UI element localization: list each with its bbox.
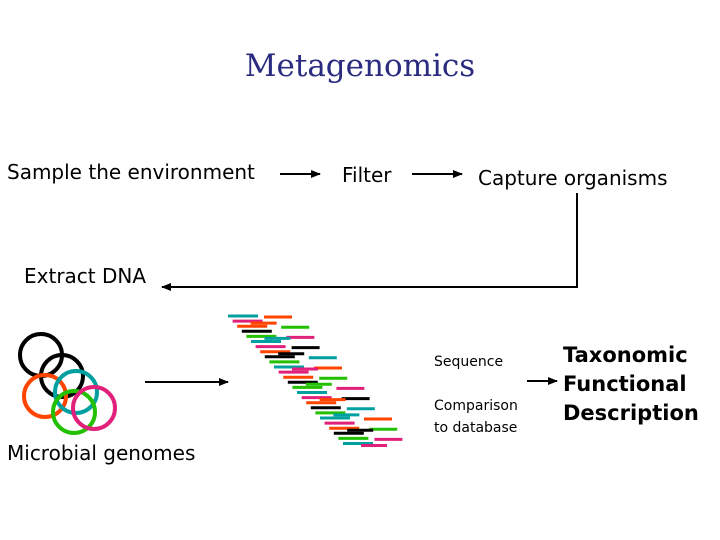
outcome-description: Description xyxy=(563,401,699,425)
sequence-label: Sequence xyxy=(434,354,504,370)
outcome-functional: Functional xyxy=(563,372,687,396)
microbial-genomes-label: Microbial genomes xyxy=(7,441,196,465)
step-sample-environment: Sample the environment xyxy=(7,160,255,184)
step-capture-organisms: Capture organisms xyxy=(478,166,668,190)
sequence-fragments xyxy=(228,316,402,446)
step-filter: Filter xyxy=(342,163,392,187)
arrow-capture-to-extract xyxy=(162,193,577,287)
outcome-taxonomic: Taxonomic xyxy=(563,343,688,367)
genome-circles xyxy=(20,334,115,433)
comparison-line-2: to database xyxy=(434,420,518,436)
step-extract-dna: Extract DNA xyxy=(24,264,147,288)
comparison-line-1: Comparison xyxy=(434,398,518,414)
page-title: Metagenomics xyxy=(244,48,476,84)
